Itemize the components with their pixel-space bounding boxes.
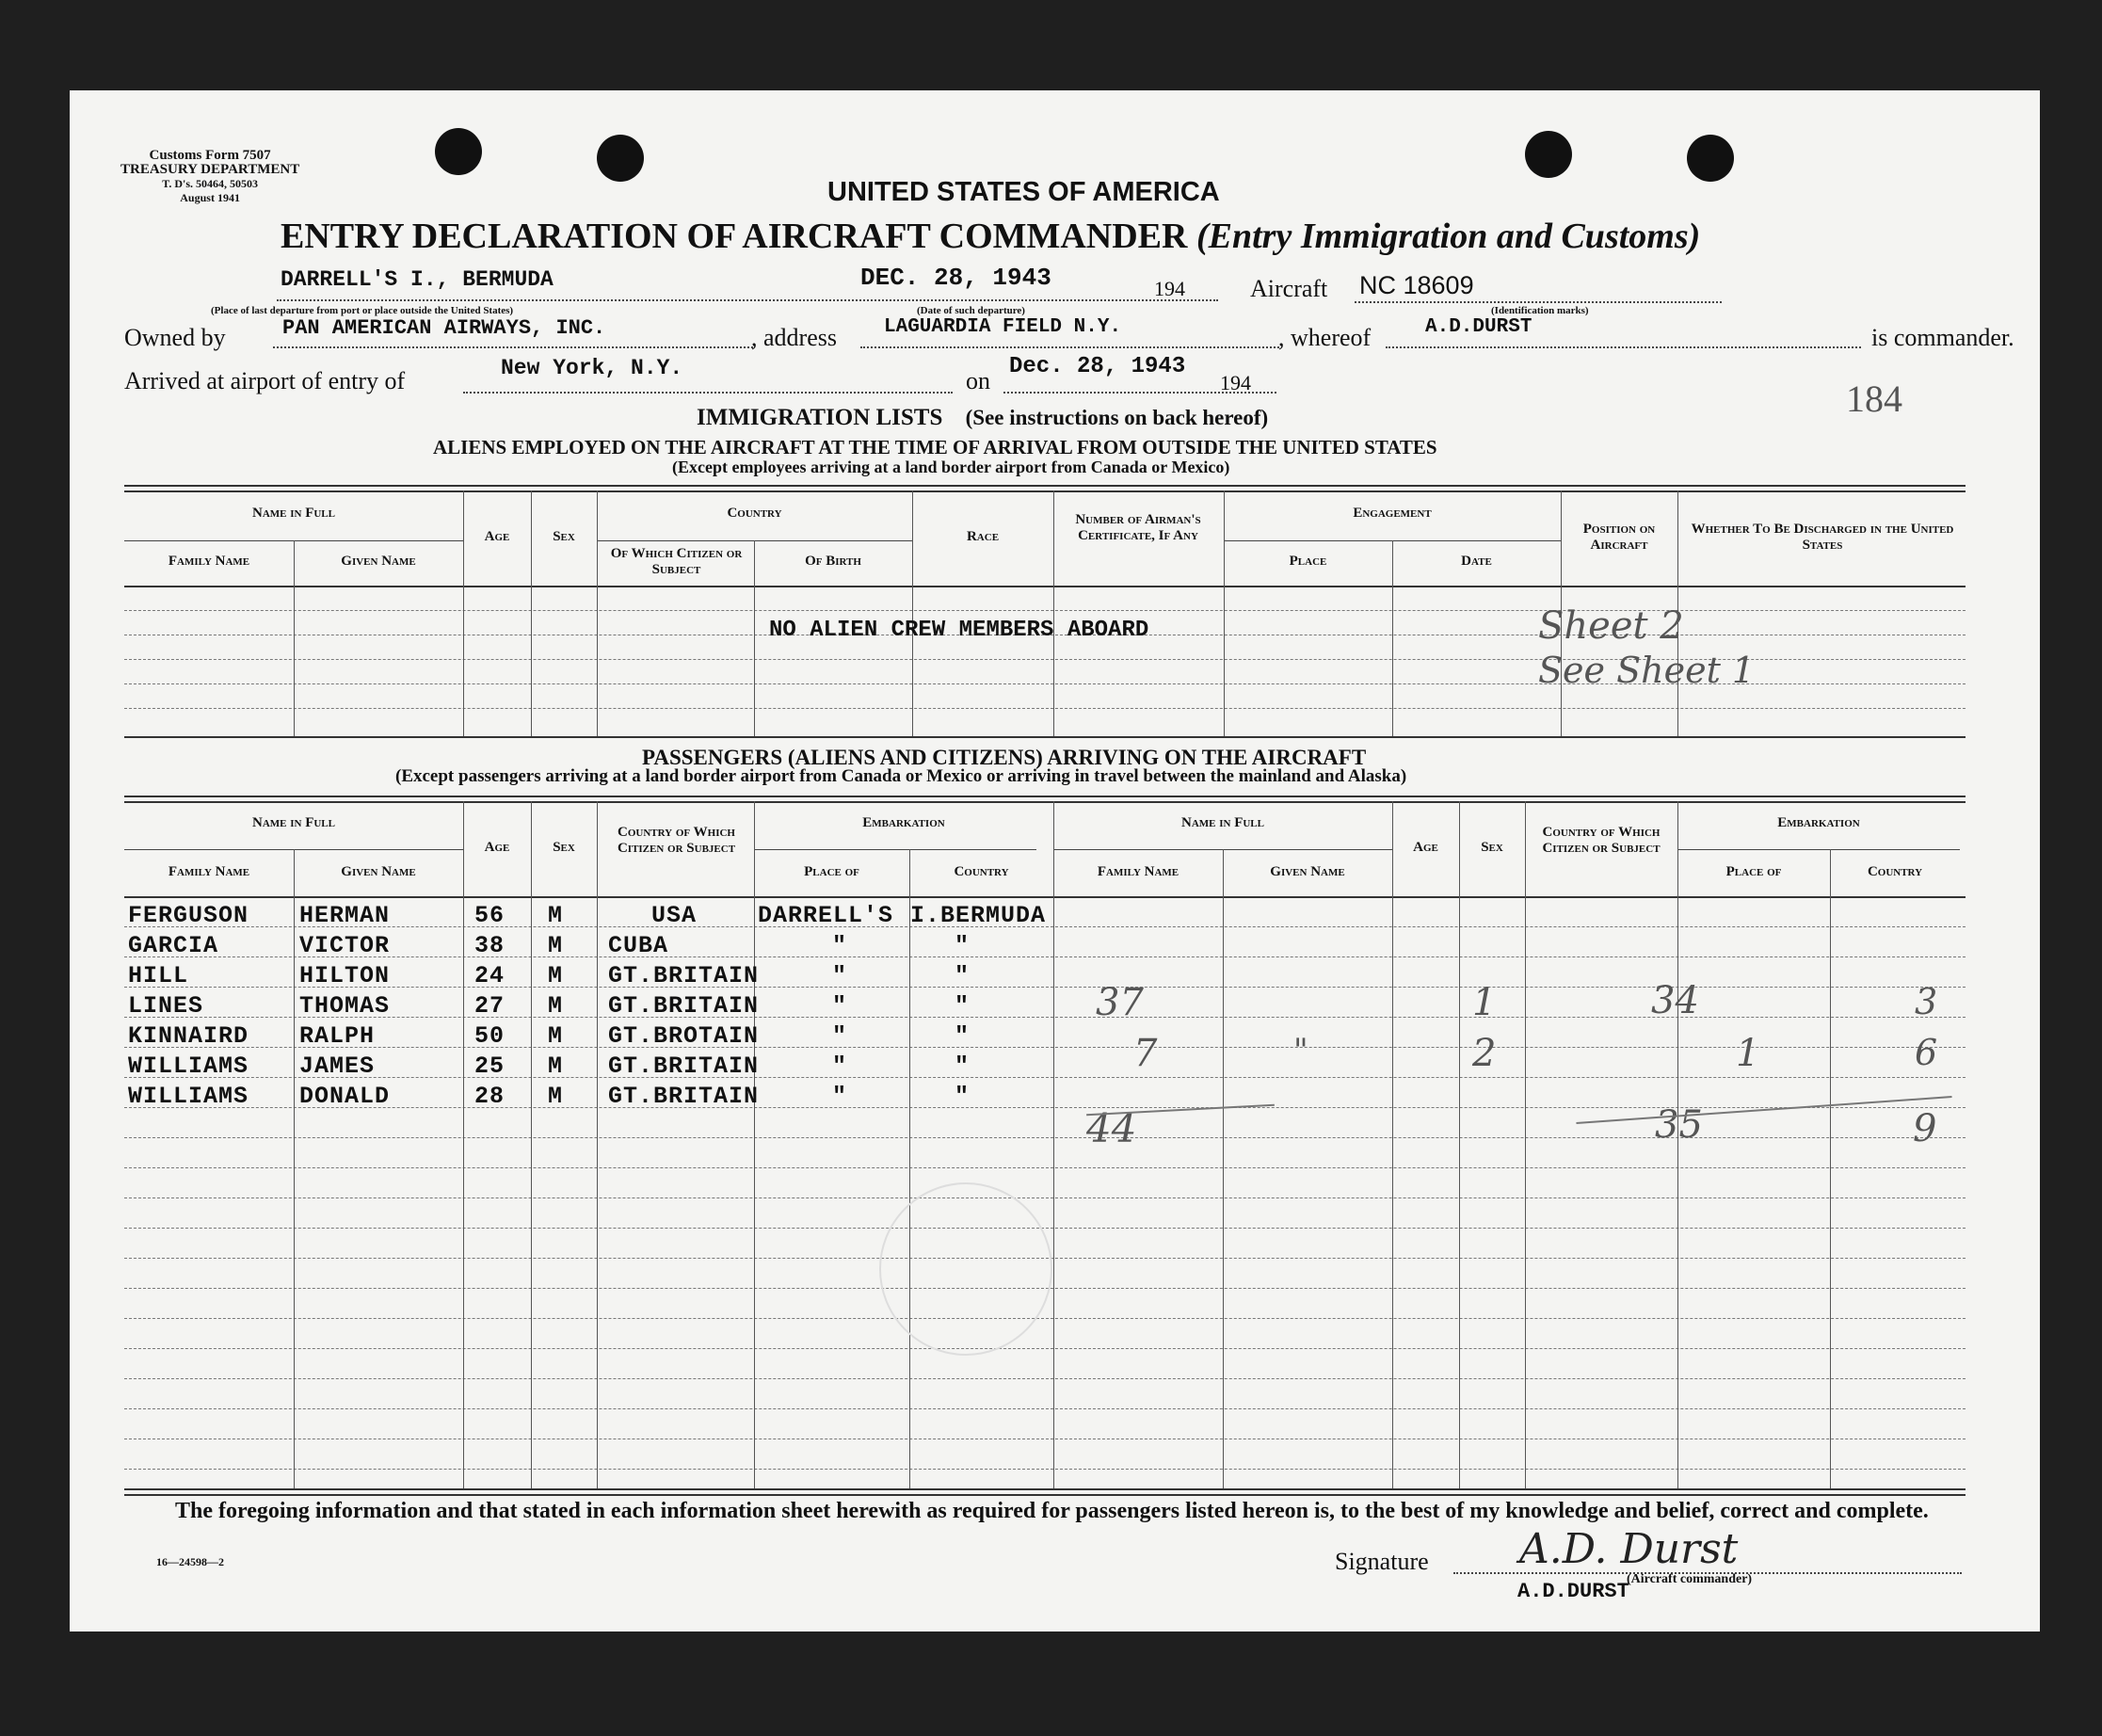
citizen-country: GT.BRITAIN xyxy=(608,1083,760,1110)
citizen-country: GT.BRITAIN xyxy=(608,962,760,989)
age: 28 xyxy=(474,1083,505,1110)
embark-place: " xyxy=(832,992,848,1020)
crew-col-date: Date xyxy=(1461,554,1492,569)
passengers-subtitle: (Except passengers arriving at a land border airport from Canada or Mexico or arriving in travel between the mainland and Alaska) xyxy=(395,766,1407,786)
pencil-sheet-note-1: Sheet 2 xyxy=(1538,604,1684,648)
pencil-tally: 2 xyxy=(1472,1032,1497,1075)
pencil-tally: 34 xyxy=(1651,979,1699,1022)
crew-col-position: Position on Aircraft xyxy=(1582,522,1656,553)
pax-col-given: Given Name xyxy=(341,864,416,879)
embark-place: " xyxy=(832,962,848,989)
pencil-ditto: " xyxy=(1293,1032,1308,1069)
owned-by-label: Owned by xyxy=(124,324,226,351)
passengers-title: PASSENGERS (ALIENS AND CITIZENS) ARRIVING ON THE AIRCRAFT xyxy=(642,746,1367,769)
sex: M xyxy=(548,1053,564,1080)
aircraft-fill xyxy=(1355,301,1722,303)
given-name: HERMAN xyxy=(299,902,391,929)
pax-col-age-2: Age xyxy=(1413,840,1438,855)
pax-col-country-2: Country xyxy=(1867,864,1923,879)
embark-country: " xyxy=(955,1053,971,1080)
country-heading: UNITED STATES OF AMERICA xyxy=(827,177,1220,207)
citizen-country: GT.BROTAIN xyxy=(608,1022,760,1050)
commander-name: A.D.DURST xyxy=(1425,316,1532,338)
ruled-line xyxy=(124,1348,1966,1349)
embark-country: " xyxy=(955,1083,971,1110)
crew-col-age: Age xyxy=(484,529,510,544)
ruled-line xyxy=(124,1077,1966,1078)
pax-col-embarkation-2: Embarkation xyxy=(1777,815,1860,830)
immigration-subtitle-note: (Except employees arriving at a land border airport from Canada or Mexico) xyxy=(672,458,1230,476)
ruled-line xyxy=(124,1469,1966,1470)
address-label: , address xyxy=(751,324,837,351)
place-caption: (Place of last departure from port or place outside the United States) xyxy=(211,305,514,316)
crew-col-country: Country xyxy=(727,506,782,521)
pencil-tally: 44 xyxy=(1086,1105,1137,1151)
crew-col-cert: Number of Airman's Certificate, If Any xyxy=(1075,512,1201,543)
sex: M xyxy=(548,992,564,1020)
embark-place: " xyxy=(832,1022,848,1050)
aircraft-label: Aircraft xyxy=(1250,275,1328,302)
arrival-airport: New York, N.Y. xyxy=(501,356,683,380)
arrival-date: Dec. 28, 1943 xyxy=(1009,354,1186,379)
crew-col-given: Given Name xyxy=(341,554,416,569)
ruled-line xyxy=(124,956,1966,957)
certification-statement: The foregoing information and that stated in each information sheet herewith as required for passengers listed hereon is, to the best of my knowledge and belief, correct and complete. xyxy=(175,1499,1929,1523)
td-numbers: T. D's. 50464, 50503 xyxy=(162,177,258,190)
family-name: WILLIAMS xyxy=(128,1083,249,1110)
owner-name: PAN AMERICAN AIRWAYS, INC. xyxy=(282,316,606,340)
is-commander-label: is commander. xyxy=(1871,324,2014,351)
ruled-line xyxy=(124,1047,1966,1048)
pax-col-country: Country xyxy=(954,864,1009,879)
commander-fill xyxy=(1386,346,1861,348)
embark-place: " xyxy=(832,932,848,959)
crew-col-family: Family Name xyxy=(168,554,250,569)
ruled-line xyxy=(124,1378,1966,1379)
pencil-tally: 37 xyxy=(1096,981,1144,1024)
year-suffix: 194 xyxy=(1154,277,1185,300)
form-date: August 1941 xyxy=(180,191,240,204)
pencil-tally: 3 xyxy=(1915,981,1938,1022)
crew-col-sex: Sex xyxy=(553,529,575,544)
pencil-tally: 9 xyxy=(1913,1107,1937,1150)
on-label: on xyxy=(966,367,990,394)
crew-col-place: Place xyxy=(1289,554,1327,569)
pax-col-family-2: Family Name xyxy=(1097,864,1179,879)
pax-col-given-2: Given Name xyxy=(1270,864,1345,879)
citizen-country: USA xyxy=(651,902,698,929)
form-title xyxy=(281,216,1700,257)
citizen-country: CUBA xyxy=(608,932,669,959)
whereof-label: , whereof xyxy=(1278,324,1372,351)
crew-col-birth: Of Birth xyxy=(805,554,861,569)
family-name: KINNAIRD xyxy=(128,1022,249,1050)
sex: M xyxy=(548,962,564,989)
date-caption: (Date of such departure) xyxy=(917,305,1025,316)
citizen-country: GT.BRITAIN xyxy=(608,992,760,1020)
age: 50 xyxy=(474,1022,505,1050)
pax-col-age: Age xyxy=(484,840,510,855)
arrived-label: Arrived at airport of entry of xyxy=(124,367,406,394)
immigration-title-note: (See instructions on back hereof) xyxy=(965,406,1269,429)
pencil-tally: 7 xyxy=(1133,1032,1158,1075)
department: TREASURY DEPARTMENT xyxy=(120,162,300,177)
crew-col-name: Name in Full xyxy=(251,506,335,521)
sex: M xyxy=(548,1022,564,1050)
sex: M xyxy=(548,1083,564,1110)
pencil-tally: 1 xyxy=(1472,981,1497,1024)
given-name: RALPH xyxy=(299,1022,376,1050)
crew-col-engagement: Engagement xyxy=(1353,506,1432,521)
pax-col-sex-2: Sex xyxy=(1481,840,1503,855)
form-sheet xyxy=(70,90,2040,1632)
pax-col-family: Family Name xyxy=(168,864,250,879)
family-name: WILLIAMS xyxy=(128,1053,249,1080)
punch-hole xyxy=(597,135,644,182)
ruled-line xyxy=(124,1228,1966,1229)
crew-col-race: Race xyxy=(966,529,1000,544)
embark-country: " xyxy=(955,932,971,959)
ruled-line xyxy=(124,1167,1966,1168)
customs-stamp xyxy=(879,1182,1052,1356)
immigration-subtitle: ALIENS EMPLOYED ON THE AIRCRAFT AT THE TIME OF ARRIVAL FROM OUTSIDE THE UNITED STATES xyxy=(433,436,1437,458)
year-suffix-2: 194 xyxy=(1220,371,1251,394)
embark-country: I.BERMUDA xyxy=(910,902,1047,929)
given-name: THOMAS xyxy=(299,992,391,1020)
departure-place: DARRELL'S I., BERMUDA xyxy=(281,267,554,292)
pax-col-citizen-2: Country of Which Citizen or Subject xyxy=(1542,825,1661,856)
family-name: FERGUSON xyxy=(128,902,249,929)
pax-col-name-2: Name in Full xyxy=(1180,815,1264,830)
family-name: GARCIA xyxy=(128,932,219,959)
given-name: HILTON xyxy=(299,962,391,989)
pencil-tally: 6 xyxy=(1915,1032,1938,1073)
punch-hole xyxy=(435,128,482,175)
punch-hole xyxy=(1525,131,1572,178)
pax-col-place-of: Place of xyxy=(804,864,859,879)
age: 56 xyxy=(474,902,505,929)
footer-code: 16—24598—2 xyxy=(156,1555,224,1568)
form-title-paren: (Entry Immigration and Customs) xyxy=(1195,217,1701,256)
pax-col-name: Name in Full xyxy=(251,815,335,830)
owner-address: LAGUARDIA FIELD N.Y. xyxy=(884,316,1122,338)
aircraft-marks: NC 18609 xyxy=(1359,271,1474,299)
citizen-country: GT.BRITAIN xyxy=(608,1053,760,1080)
embark-country: " xyxy=(955,962,971,989)
pax-col-place-of-2: Place of xyxy=(1725,864,1782,879)
embark-country: " xyxy=(955,1022,971,1050)
pencil-tally: 35 xyxy=(1655,1103,1703,1147)
signer-role: (Aircraft commander) xyxy=(1627,1572,1753,1586)
given-name: JAMES xyxy=(299,1053,376,1080)
family-name: HILL xyxy=(128,962,189,989)
pax-col-sex: Sex xyxy=(553,840,575,855)
embark-place: " xyxy=(832,1083,848,1110)
embark-country: " xyxy=(955,992,971,1020)
age: 25 xyxy=(474,1053,505,1080)
airport-fill xyxy=(463,392,953,394)
given-name: DONALD xyxy=(299,1083,391,1110)
departure-date: DEC. 28, 1943 xyxy=(860,264,1051,292)
punch-hole xyxy=(1687,135,1734,182)
embark-place: DARRELL'S xyxy=(758,902,894,929)
immigration-title-main: IMMIGRATION LISTS xyxy=(697,405,943,430)
pencil-sheet-note-2: See Sheet 1 xyxy=(1538,650,1756,691)
age: 24 xyxy=(474,962,505,989)
signer-typed-name: A.D.DURST xyxy=(1517,1580,1629,1603)
form-number: Customs Form 7507 xyxy=(149,148,271,163)
owner-fill xyxy=(273,346,753,348)
age: 38 xyxy=(474,932,505,959)
address-fill xyxy=(860,346,1279,348)
form-id-block xyxy=(120,149,299,205)
sex: M xyxy=(548,902,564,929)
commander-signature: A.D. Durst xyxy=(1519,1525,1739,1573)
no-alien-crew-notice: NO ALIEN CREW MEMBERS ABOARD xyxy=(769,618,1149,643)
crew-col-citizen: Of Which Citizen or Subject xyxy=(610,546,743,577)
form-title-main: ENTRY DECLARATION OF AIRCRAFT COMMANDER xyxy=(281,217,1188,256)
immigration-title xyxy=(697,405,1268,431)
departure-fill xyxy=(277,299,1218,301)
pax-col-citizen: Country of Which Citizen or Subject xyxy=(617,825,736,856)
pencil-tally: 1 xyxy=(1736,1032,1760,1075)
ruled-line xyxy=(124,1318,1966,1319)
age: 27 xyxy=(474,992,505,1020)
family-name: LINES xyxy=(128,992,204,1020)
sheet-number: 184 xyxy=(1846,378,1902,420)
pencil-tally-underline xyxy=(1576,1096,1951,1124)
ruled-line xyxy=(124,1408,1966,1409)
sex: M xyxy=(548,932,564,959)
marks-caption: (Identification marks) xyxy=(1491,305,1589,316)
crew-col-discharge: Whether To Be Discharged in the United States xyxy=(1691,522,1954,553)
pax-col-embarkation: Embarkation xyxy=(862,815,945,830)
embark-place: " xyxy=(832,1053,848,1080)
given-name: VICTOR xyxy=(299,932,391,959)
signature-label: Signature xyxy=(1335,1548,1429,1575)
